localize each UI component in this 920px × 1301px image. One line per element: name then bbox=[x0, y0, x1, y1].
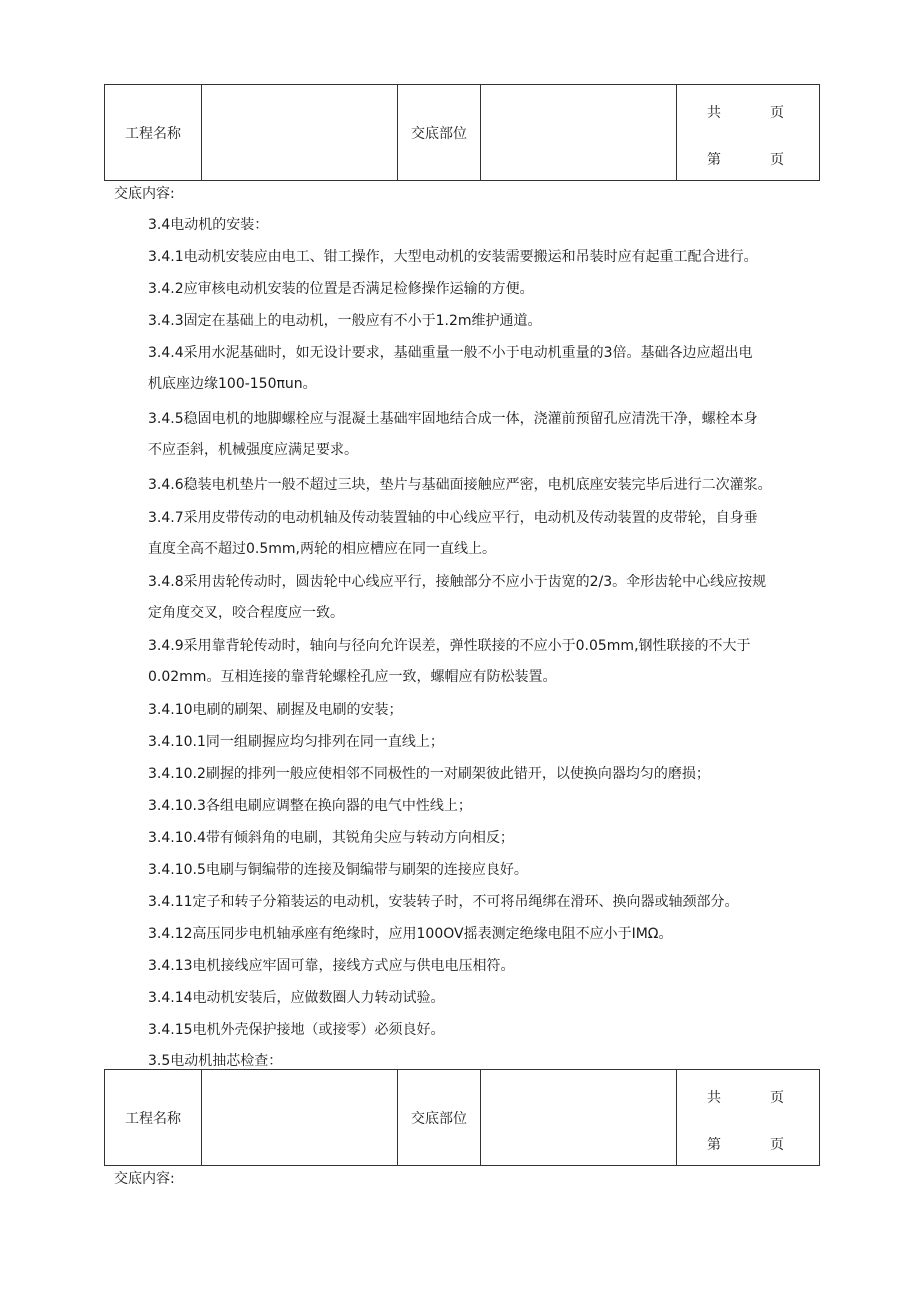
line: 3.4.15电机外壳保护接地（或接零）必须良好。 bbox=[148, 1022, 445, 1038]
line: 3.4.9采用靠背轮传动时，轴向与径向允许误差，弹性联接的不应小于0.05mm,钢性联接的不大于 bbox=[148, 638, 751, 654]
line: 定角度交叉，咬合程度应一致。 bbox=[148, 605, 344, 621]
total-label-a: 共 bbox=[707, 104, 721, 121]
line: 0.02mm。互相连接的靠背轮螺栓孔应一致，螺帽应有防松装置。 bbox=[148, 669, 557, 685]
header-table-2 bbox=[104, 1069, 820, 1166]
project-name-label: 工程名称 bbox=[105, 85, 202, 181]
line: 3.4电动机的安装： bbox=[148, 217, 269, 233]
line: 机底座边缘100-150πun。 bbox=[148, 376, 317, 392]
line: 3.4.10.4带有倾斜角的电刷，其锐角尖应与转动方向相反； bbox=[148, 830, 514, 846]
position-label: 交底部位 bbox=[398, 1070, 481, 1166]
line: 3.4.12高压同步电机轴承座有绝缘时，应用100OV摇表测定绝缘电阻不应小于IMΩ。 bbox=[148, 926, 673, 942]
line: 3.4.6稳装电机垫片一般不超过三块，垫片与基础面接触应严密，电机底座安装完毕后进行二次灌浆。 bbox=[148, 477, 772, 493]
header-table-1 bbox=[104, 84, 820, 181]
line: 3.4.10.3各组电刷应调整在换向器的电气中性线上； bbox=[148, 798, 472, 814]
project-name-label: 工程名称 bbox=[105, 1070, 202, 1166]
line: 3.4.14电动机安装后，应做数圈人力转动试验。 bbox=[148, 990, 445, 1006]
line: 3.4.8采用齿轮传动时，圆齿轮中心线应平行，接触部分不应小于齿宽的2/3。伞形齿轮中心线应按规 bbox=[148, 574, 767, 590]
total-label-a: 共 bbox=[707, 1089, 721, 1106]
line: 3.4.5稳固电机的地脚螺栓应与混凝土基础牢固地结合成一体，浇灌前预留孔应清洗干净，螺栓本身 bbox=[148, 411, 758, 427]
line: 3.4.10.5电刷与铜编带的连接及铜编带与刷架的连接应良好。 bbox=[148, 862, 528, 878]
intro-label-2: 交底内容: bbox=[114, 1171, 175, 1187]
line: 3.4.10.1同一组刷握应均匀排列在同一直线上； bbox=[148, 734, 444, 750]
intro-label-1: 交底内容: bbox=[114, 186, 175, 202]
page-label-a: 第 bbox=[707, 1136, 721, 1153]
line: 3.4.11定子和转子分箱装运的电动机，安装转子时，不可将吊绳绑在滑环、换向器或轴颈部分。 bbox=[148, 894, 739, 910]
line: 3.4.13电机接线应牢固可靠，接线方式应与供电电压相符。 bbox=[148, 958, 515, 974]
line: 3.4.7采用皮带传动的电动机轴及传动装置轴的中心线应平行，电动机及传动装置的皮带轮，自身垂 bbox=[148, 510, 758, 526]
page-count-cell bbox=[677, 85, 820, 181]
page-label-b: 页 bbox=[770, 1136, 784, 1153]
total-label-b: 页 bbox=[770, 1089, 784, 1106]
line: 3.4.10.2刷握的排列一般应使相邻不同极性的一对刷架彼此错开，以使换向器均匀的磨损； bbox=[148, 766, 710, 782]
line: 直度全高不超过0.5mm,两轮的相应槽应在同一直线上。 bbox=[148, 541, 496, 557]
line: 3.5电动机抽芯检查： bbox=[148, 1053, 283, 1069]
page-label-b: 页 bbox=[770, 151, 784, 168]
total-label-b: 页 bbox=[770, 104, 784, 121]
position-value bbox=[481, 85, 677, 181]
position-value bbox=[481, 1070, 677, 1166]
position-label: 交底部位 bbox=[398, 85, 481, 181]
line: 3.4.3固定在基础上的电动机，一般应有不小于1.2m维护通道。 bbox=[148, 313, 542, 329]
line: 3.4.10电刷的刷架、刷握及电刷的安装； bbox=[148, 702, 403, 718]
page-label-a: 第 bbox=[707, 151, 721, 168]
project-name-value bbox=[202, 85, 398, 181]
line: 3.4.1电动机安装应由电工、钳工操作，大型电动机的安装需要搬运和吊装时应有起重工配合进行。 bbox=[148, 249, 758, 265]
page-count-cell bbox=[677, 1070, 820, 1166]
line: 不应歪斜，机械强度应满足要求。 bbox=[148, 442, 358, 458]
project-name-value bbox=[202, 1070, 398, 1166]
line: 3.4.2应审核电动机安装的位置是否满足检修操作运输的方便。 bbox=[148, 281, 534, 297]
line: 3.4.4采用水泥基础时，如无设计要求，基础重量一般不小于电动机重量的3倍。基础各边应超出电 bbox=[148, 345, 753, 361]
